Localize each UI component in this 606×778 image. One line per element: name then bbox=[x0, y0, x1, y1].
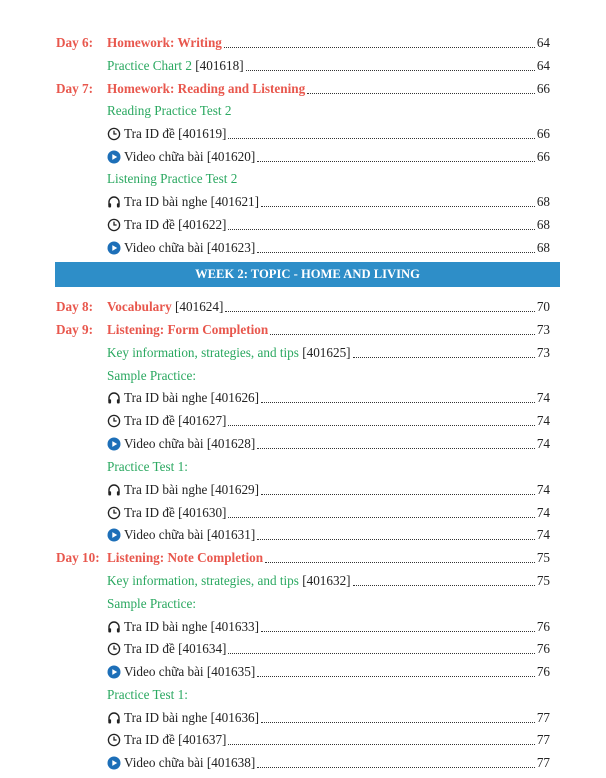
title-text: Key information, strategies, and tips bbox=[107, 573, 299, 588]
headphones-icon bbox=[107, 195, 121, 209]
title-text: Homework: Reading and Listening bbox=[107, 81, 306, 96]
resource-label: Video chữa bài [401620] bbox=[124, 149, 256, 164]
page-number: 77 bbox=[536, 732, 550, 747]
resource-label: Tra ID đề [401619] bbox=[124, 126, 227, 141]
resource-label: Tra ID bài nghe [401633] bbox=[124, 619, 260, 634]
clock-icon bbox=[107, 506, 121, 520]
dot-leader bbox=[228, 744, 535, 745]
toc-day-row[interactable] bbox=[0, 548, 606, 570]
headphones-icon bbox=[107, 483, 121, 497]
resource-label: Tra ID bài nghe [401626] bbox=[124, 390, 260, 405]
toc-resource-row[interactable] bbox=[0, 411, 606, 433]
play-icon bbox=[107, 241, 121, 255]
day-label: Day 8: bbox=[56, 299, 93, 314]
toc-resource-row[interactable] bbox=[0, 434, 606, 456]
title-text: Key information, strategies, and tips bbox=[107, 345, 299, 360]
toc-day-row[interactable] bbox=[0, 33, 606, 55]
resource-label: Video chữa bài [401631] bbox=[124, 527, 256, 542]
page-number: 68 bbox=[536, 240, 550, 255]
toc-resource-row[interactable] bbox=[0, 215, 606, 237]
id-code: [401632] bbox=[302, 573, 351, 588]
page-number: 66 bbox=[536, 81, 550, 96]
id-code: [401618] bbox=[195, 58, 244, 73]
page-number: 68 bbox=[536, 217, 550, 232]
resource-link[interactable] bbox=[107, 413, 226, 429]
toc-section-row bbox=[0, 594, 606, 616]
resource-label: Tra ID đề [401630] bbox=[124, 505, 227, 520]
resource-label: Video chữa bài [401623] bbox=[124, 240, 256, 255]
resource-link[interactable] bbox=[107, 755, 255, 771]
page-number: 74 bbox=[536, 505, 550, 520]
dot-leader bbox=[225, 311, 535, 312]
headphones-icon bbox=[107, 711, 121, 725]
dot-leader bbox=[228, 653, 535, 654]
title-text: Listening: Note Completion bbox=[107, 550, 264, 565]
toc-section-row bbox=[0, 366, 606, 388]
toc-resource-row[interactable] bbox=[0, 388, 606, 410]
resource-link[interactable] bbox=[107, 126, 226, 142]
dot-leader bbox=[353, 357, 535, 358]
page-number: 68 bbox=[536, 194, 550, 209]
dot-leader bbox=[307, 93, 535, 94]
play-icon bbox=[107, 756, 121, 770]
page-number: 66 bbox=[536, 149, 550, 164]
toc-section-row bbox=[0, 101, 606, 123]
page-number: 77 bbox=[536, 755, 550, 770]
title-text: Vocabulary bbox=[107, 299, 172, 314]
resource-link[interactable] bbox=[107, 240, 255, 256]
resource-link[interactable] bbox=[107, 527, 255, 543]
toc-section-row[interactable] bbox=[0, 571, 606, 593]
chapter-title bbox=[107, 322, 268, 338]
title-text: Practice Test 1: bbox=[107, 459, 188, 474]
toc-resource-row[interactable] bbox=[0, 147, 606, 169]
title-text: Homework: Writing bbox=[107, 35, 222, 50]
section-title bbox=[107, 573, 351, 589]
resource-label: Tra ID bài nghe [401621] bbox=[124, 194, 260, 209]
toc-day-row[interactable] bbox=[0, 297, 606, 319]
toc-section-row[interactable] bbox=[0, 343, 606, 365]
clock-icon bbox=[107, 127, 121, 141]
dot-leader bbox=[257, 448, 535, 449]
day-label: Day 7: bbox=[56, 81, 93, 96]
resource-link[interactable] bbox=[107, 194, 259, 210]
headphones-icon bbox=[107, 620, 121, 634]
page-number: 74 bbox=[536, 413, 550, 428]
clock-icon bbox=[107, 218, 121, 232]
title-text: Practice Chart 2 bbox=[107, 58, 192, 73]
title-text: Listening Practice Test 2 bbox=[107, 171, 238, 186]
toc-resource-row[interactable] bbox=[0, 192, 606, 214]
play-icon bbox=[107, 437, 121, 451]
resource-link[interactable] bbox=[107, 710, 259, 726]
page-number: 64 bbox=[536, 35, 550, 50]
toc-section-row bbox=[0, 169, 606, 191]
resource-label: Tra ID bài nghe [401629] bbox=[124, 482, 260, 497]
page-number: 74 bbox=[536, 482, 550, 497]
dot-leader bbox=[228, 229, 535, 230]
section-title bbox=[107, 103, 231, 119]
resource-link[interactable] bbox=[107, 217, 226, 233]
play-icon bbox=[107, 528, 121, 542]
resource-link[interactable] bbox=[107, 641, 226, 657]
page-number: 74 bbox=[536, 390, 550, 405]
page-number: 70 bbox=[536, 299, 550, 314]
page-number: 77 bbox=[536, 710, 550, 725]
dot-leader bbox=[261, 722, 535, 723]
resource-label: Tra ID đề [401634] bbox=[124, 641, 227, 656]
page-number: 73 bbox=[536, 345, 550, 360]
dot-leader bbox=[261, 206, 535, 207]
chapter-title bbox=[107, 550, 263, 566]
toc-resource-row[interactable] bbox=[0, 238, 606, 260]
toc-section-row[interactable] bbox=[0, 56, 606, 78]
toc-resource-row[interactable] bbox=[0, 639, 606, 661]
page-number: 66 bbox=[536, 126, 550, 141]
dot-leader bbox=[265, 562, 535, 563]
dot-leader bbox=[246, 70, 535, 71]
resource-link[interactable] bbox=[107, 436, 255, 452]
page-number: 74 bbox=[536, 527, 550, 542]
dot-leader bbox=[257, 676, 535, 677]
toc-resource-row[interactable] bbox=[0, 124, 606, 146]
title-text: Listening: Form Completion bbox=[107, 322, 269, 337]
page-number: 73 bbox=[536, 322, 550, 337]
dot-leader bbox=[270, 334, 535, 335]
dot-leader bbox=[257, 161, 535, 162]
dot-leader bbox=[228, 138, 535, 139]
page-number: 76 bbox=[536, 619, 550, 634]
page-number: 75 bbox=[536, 573, 550, 588]
dot-leader bbox=[224, 47, 535, 48]
toc-resource-row[interactable] bbox=[0, 525, 606, 547]
page-number: 64 bbox=[536, 58, 550, 73]
resource-link[interactable] bbox=[107, 619, 259, 635]
page-number: 74 bbox=[536, 436, 550, 451]
title-text: Sample Practice: bbox=[107, 368, 196, 383]
clock-icon bbox=[107, 414, 121, 428]
resource-label: Video chữa bài [401635] bbox=[124, 664, 256, 679]
section-title bbox=[107, 171, 237, 187]
title-text: Sample Practice: bbox=[107, 596, 196, 611]
toc-resource-row[interactable] bbox=[0, 753, 606, 775]
toc-resource-row[interactable] bbox=[0, 503, 606, 525]
resource-link[interactable] bbox=[107, 482, 259, 498]
section-title bbox=[107, 345, 351, 361]
resource-label: Video chữa bài [401638] bbox=[124, 755, 256, 770]
clock-icon bbox=[107, 733, 121, 747]
toc-resource-row[interactable] bbox=[0, 708, 606, 730]
dot-leader bbox=[228, 425, 535, 426]
dot-leader bbox=[261, 631, 535, 632]
chapter-title bbox=[107, 35, 222, 51]
resource-label: Video chữa bài [401628] bbox=[124, 436, 256, 451]
dot-leader bbox=[228, 517, 535, 518]
dot-leader bbox=[257, 252, 535, 253]
chapter-title bbox=[107, 81, 305, 97]
page-number: 76 bbox=[536, 641, 550, 656]
resource-label: Tra ID đề [401622] bbox=[124, 217, 227, 232]
title-text: Practice Test 1: bbox=[107, 687, 188, 702]
chapter-title bbox=[107, 299, 223, 315]
section-title bbox=[107, 596, 196, 612]
toc-section-row bbox=[0, 457, 606, 479]
toc-resource-row[interactable] bbox=[0, 480, 606, 502]
section-title bbox=[107, 368, 196, 384]
play-icon bbox=[107, 150, 121, 164]
clock-icon bbox=[107, 642, 121, 656]
section-title bbox=[107, 687, 188, 703]
toc-day-row[interactable] bbox=[0, 320, 606, 342]
day-label: Day 6: bbox=[56, 35, 93, 50]
day-label: Day 9: bbox=[56, 322, 93, 337]
resource-link[interactable] bbox=[107, 149, 255, 165]
week-banner: WEEK 2: TOPIC - HOME AND LIVING bbox=[55, 262, 560, 287]
page-number: 76 bbox=[536, 664, 550, 679]
toc-resource-row[interactable] bbox=[0, 730, 606, 752]
day-label: Day 10: bbox=[56, 550, 100, 565]
id-code: [401625] bbox=[302, 345, 351, 360]
resource-label: Tra ID đề [401637] bbox=[124, 732, 227, 747]
title-text: Reading Practice Test 2 bbox=[107, 103, 232, 118]
toc-resource-row[interactable] bbox=[0, 617, 606, 639]
headphones-icon bbox=[107, 391, 121, 405]
resource-link[interactable] bbox=[107, 664, 255, 680]
toc-resource-row[interactable] bbox=[0, 662, 606, 684]
page-number: 75 bbox=[536, 550, 550, 565]
toc-section-row bbox=[0, 685, 606, 707]
dot-leader bbox=[261, 494, 535, 495]
dot-leader bbox=[257, 767, 535, 768]
id-code: [401624] bbox=[175, 299, 224, 314]
section-title bbox=[107, 459, 188, 475]
resource-link[interactable] bbox=[107, 732, 226, 748]
resource-label: Tra ID đề [401627] bbox=[124, 413, 227, 428]
dot-leader bbox=[257, 539, 535, 540]
resource-link[interactable] bbox=[107, 505, 226, 521]
dot-leader bbox=[353, 585, 535, 586]
resource-label: Tra ID bài nghe [401636] bbox=[124, 710, 260, 725]
resource-link[interactable] bbox=[107, 390, 259, 406]
toc-day-row[interactable] bbox=[0, 79, 606, 101]
dot-leader bbox=[261, 402, 535, 403]
section-title bbox=[107, 58, 244, 74]
play-icon bbox=[107, 665, 121, 679]
